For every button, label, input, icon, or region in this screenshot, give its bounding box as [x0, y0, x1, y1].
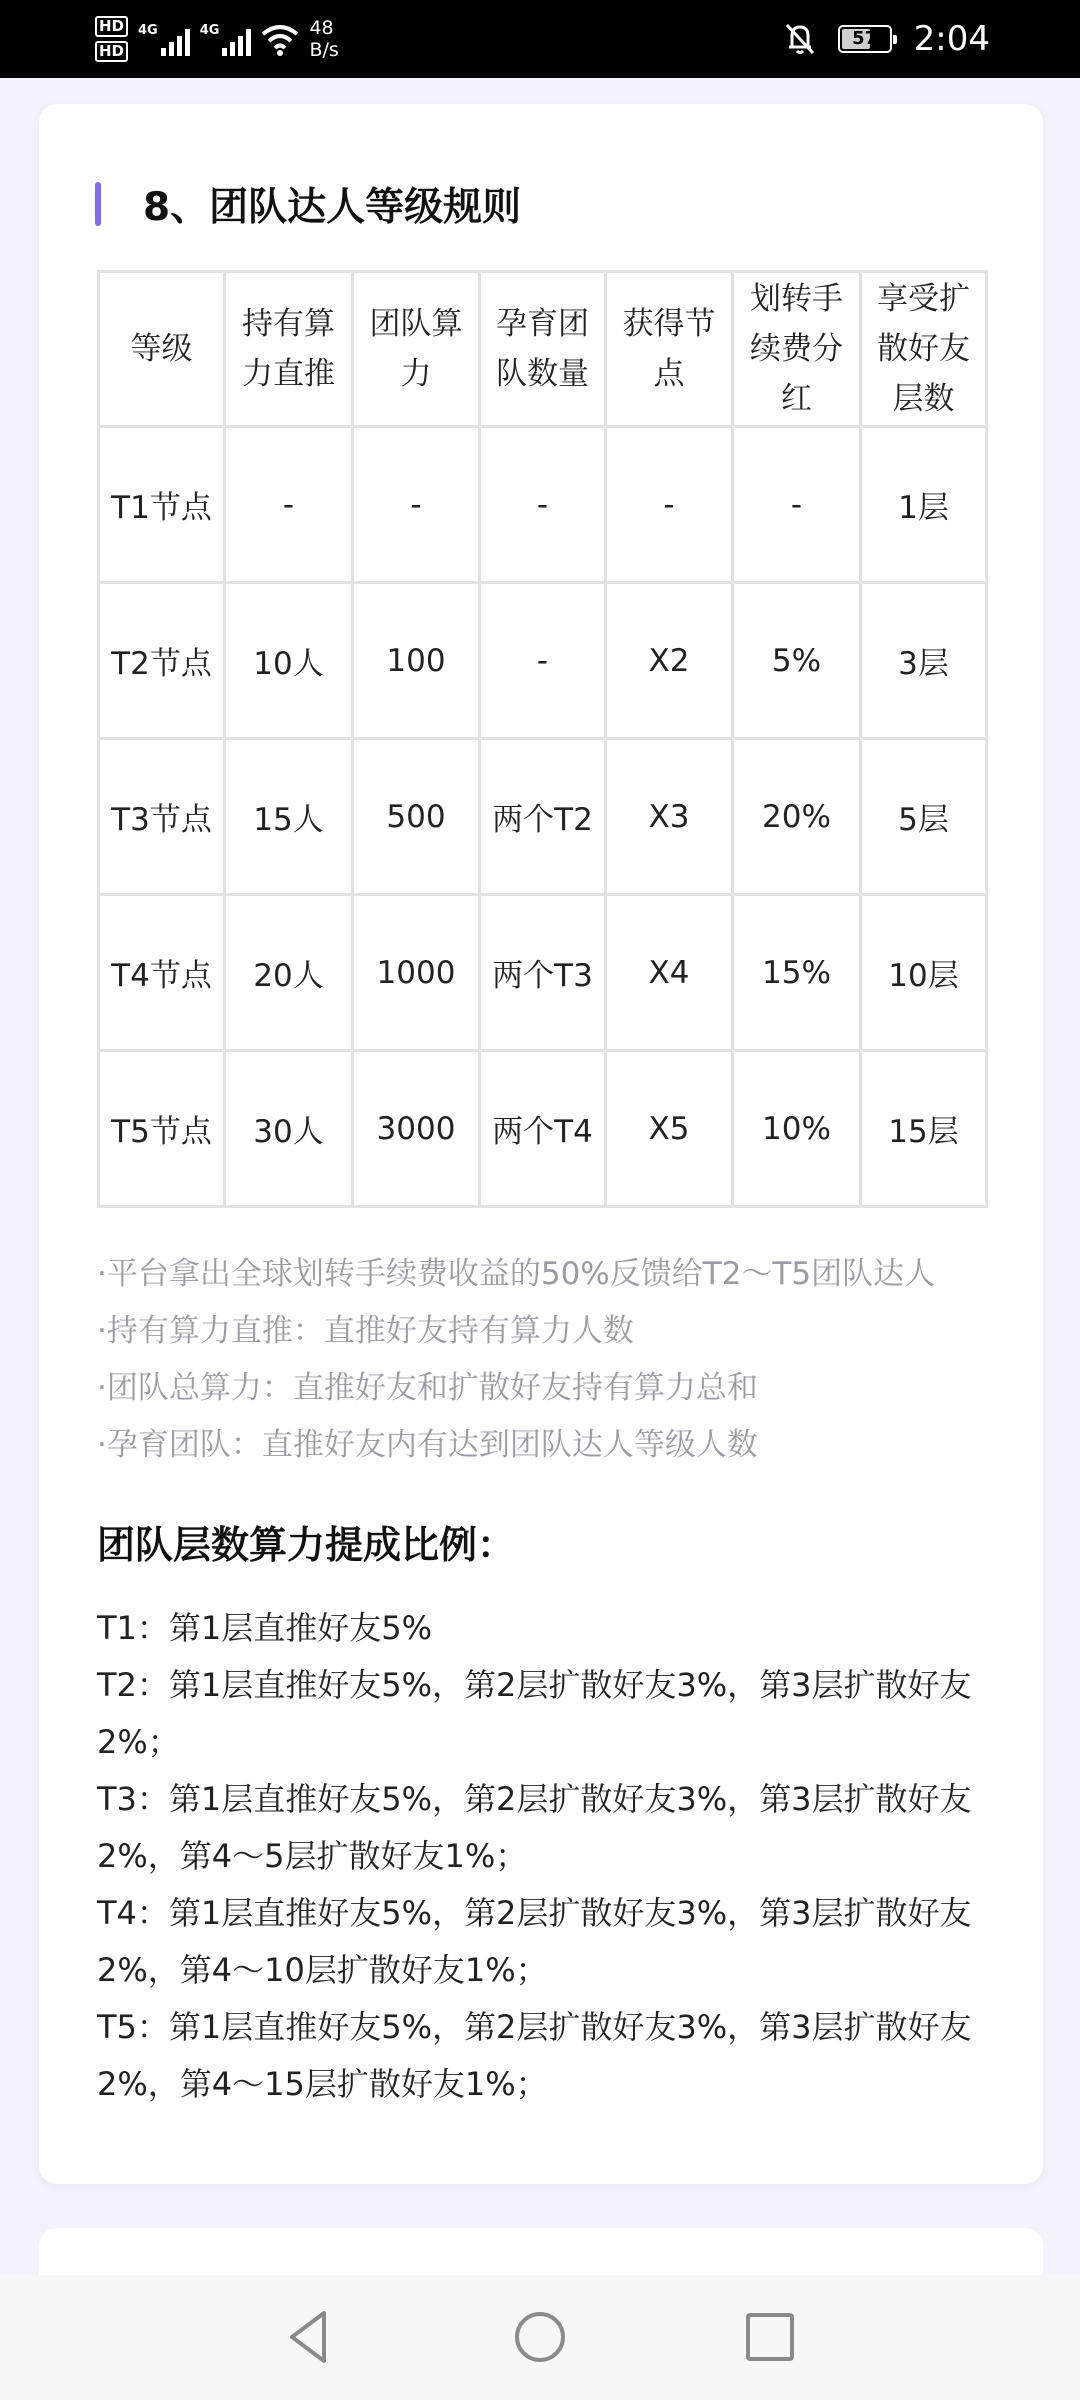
table-cell: X5 — [606, 1051, 733, 1207]
rules-card — [39, 104, 1043, 2184]
speed-unit: B/s — [309, 39, 339, 61]
table-cell: - — [606, 427, 733, 583]
table-cell: 20% — [733, 739, 861, 895]
table-cell: - — [480, 427, 606, 583]
table-cell: 10层 — [861, 895, 987, 1051]
table-cell: 两个T2 — [480, 739, 606, 895]
signal-sim2 — [200, 23, 252, 56]
section-title: 8、团队达人等级规则 — [143, 185, 522, 230]
header-cell: 团队算力 — [353, 272, 480, 427]
note-item: ·孕育团队：直推好友内有达到团队达人等级人数 — [97, 1427, 758, 1463]
ratio-list — [97, 1600, 997, 2113]
table-cell: 20人 — [225, 895, 353, 1051]
recents-square-icon[interactable] — [738, 2305, 802, 2369]
table-cell: 15人 — [225, 739, 353, 895]
header-cell: 等级 — [99, 272, 225, 427]
table-cell: 两个T3 — [480, 895, 606, 1051]
level-rules-table — [97, 270, 988, 1208]
status-left — [95, 8, 339, 70]
hd-badge-1: HD — [95, 16, 128, 37]
home-circle-icon[interactable] — [508, 2305, 572, 2369]
table-cell: 15层 — [861, 1051, 987, 1207]
status-bar — [0, 0, 1080, 78]
back-triangle-icon[interactable] — [278, 2305, 342, 2369]
table-cell: X4 — [606, 895, 733, 1051]
network-type-2: 4G — [199, 22, 220, 38]
table-cell: T4节点 — [99, 895, 225, 1051]
network-speed — [309, 17, 338, 61]
section-header — [95, 174, 521, 234]
table-cell: - — [225, 427, 353, 583]
note-item: ·持有算力直推：直推好友持有算力人数 — [97, 1313, 634, 1349]
table-cell: 5层 — [861, 739, 987, 895]
table-cell: 30人 — [225, 1051, 353, 1207]
table-row — [99, 1051, 987, 1207]
ratio-item: T2：第1层直推好友5%，第2层扩散好友3%，第3层扩散好友2%； — [97, 1666, 972, 1761]
bell-off-icon — [784, 22, 816, 56]
system-nav-bar — [0, 2275, 1080, 2400]
table-cell: 3000 — [353, 1051, 480, 1207]
table-cell: T1节点 — [99, 427, 225, 583]
signal-bars-icon — [161, 29, 190, 56]
table-cell: 15% — [733, 895, 861, 1051]
battery-icon — [838, 25, 892, 53]
wifi-icon — [261, 22, 299, 56]
table-cell: 500 — [353, 739, 480, 895]
clock: 2:04 — [913, 19, 990, 59]
hd-badge-2: HD — [95, 41, 128, 62]
table-cell: 两个T4 — [480, 1051, 606, 1207]
speed-value: 48 — [309, 17, 334, 39]
table-header-row — [99, 272, 987, 427]
ratio-section-title: 团队层数算力提成比例： — [97, 1523, 516, 1567]
table-cell: 1层 — [861, 427, 987, 583]
header-cell: 获得节点 — [606, 272, 733, 427]
table-cell: - — [733, 427, 861, 583]
rule-notes — [97, 1246, 1027, 1474]
battery-level: 57 — [852, 28, 878, 49]
table-cell: 3层 — [861, 583, 987, 739]
signal-bars-icon — [222, 29, 251, 56]
table-cell: X3 — [606, 739, 733, 895]
table-cell: T2节点 — [99, 583, 225, 739]
table-cell: - — [353, 427, 480, 583]
status-right — [784, 0, 990, 78]
header-cell: 享受扩散好友层数 — [861, 272, 987, 427]
note-item: ·团队总算力：直推好友和扩散好友持有算力总和 — [97, 1370, 758, 1406]
header-cell: 孕育团队数量 — [480, 272, 606, 427]
signal-sim1 — [138, 23, 190, 56]
table-row — [99, 895, 987, 1051]
ratio-item: T3：第1层直推好友5%，第2层扩散好友3%，第3层扩散好友2%，第4～5层扩散好友1%； — [97, 1780, 972, 1875]
table-cell: 1000 — [353, 895, 480, 1051]
table-row — [99, 739, 987, 895]
table-row — [99, 583, 987, 739]
table-row — [99, 427, 987, 583]
ratio-item: T1：第1层直推好友5% — [97, 1609, 433, 1647]
table-cell: 5% — [733, 583, 861, 739]
table-cell: T3节点 — [99, 739, 225, 895]
table-cell: 10% — [733, 1051, 861, 1207]
ratio-item: T5：第1层直推好友5%，第2层扩散好友3%，第3层扩散好友2%，第4～15层扩散好友1%； — [97, 2008, 972, 2103]
table-cell: - — [480, 583, 606, 739]
table-cell: X2 — [606, 583, 733, 739]
note-item: ·平台拿出全球划转手续费收益的50%反馈给T2～T5团队达人 — [97, 1256, 936, 1292]
table-cell: 100 — [353, 583, 480, 739]
hd-indicators — [95, 16, 128, 62]
header-cell: 划转手续费分红 — [733, 272, 861, 427]
ratio-item: T4：第1层直推好友5%，第2层扩散好友3%，第3层扩散好友2%，第4～10层扩散好友1%； — [97, 1894, 972, 1989]
header-cell: 持有算力直推 — [225, 272, 353, 427]
table-cell: T5节点 — [99, 1051, 225, 1207]
table-cell: 10人 — [225, 583, 353, 739]
section-accent-bar — [95, 182, 101, 226]
network-type-1: 4G — [138, 22, 158, 38]
